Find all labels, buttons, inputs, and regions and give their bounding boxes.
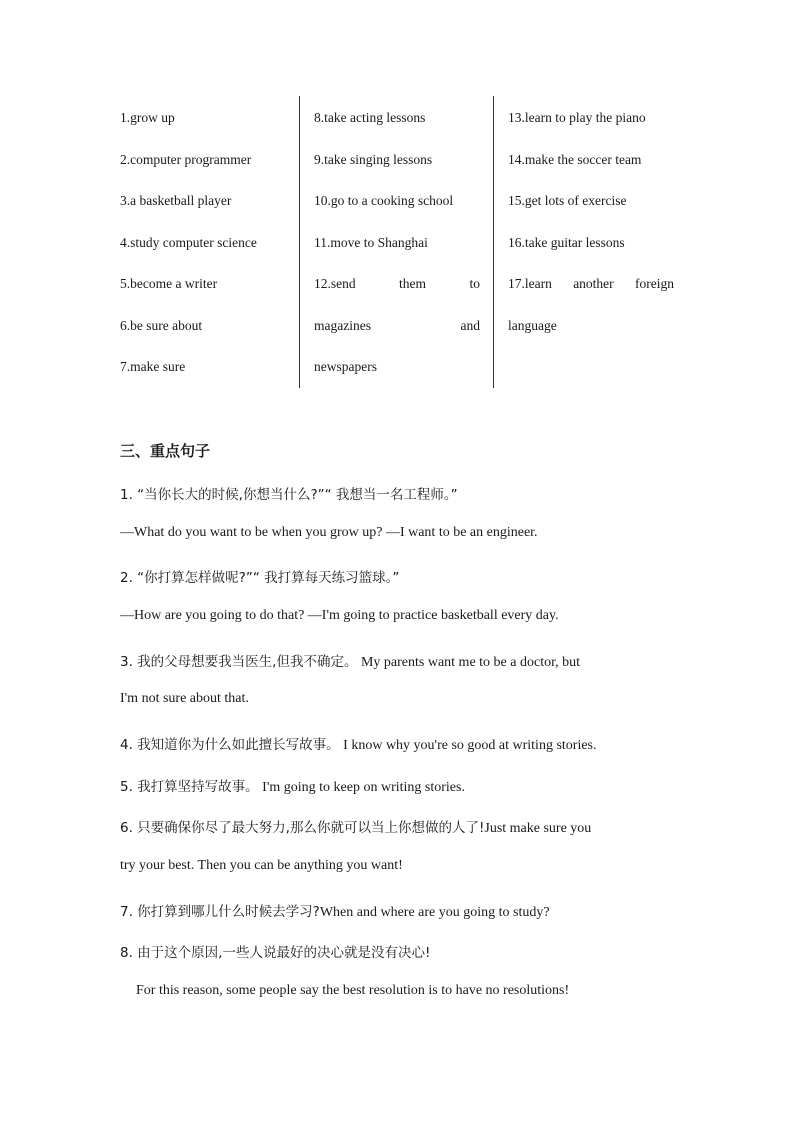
phrase-word: to — [469, 276, 480, 291]
phrase-item: 10.go to a cooking school — [314, 193, 454, 208]
sentence-zh: 3. 我的父母想要我当医生,但我不确定。 — [120, 654, 358, 670]
sentence-zh: 1. “当你长大的时候,你想当什么?”“ 我想当一名工程师。” — [120, 487, 458, 503]
sentence-6-continuation: try your best. Then you can be anything you want! — [120, 858, 403, 873]
phrase-word: another — [573, 276, 614, 291]
sentence-zh: 8. 由于这个原因,一些人说最好的决心就是没有决心! — [120, 945, 431, 961]
phrase-column-1 — [120, 96, 300, 388]
phrase-word: 12.send — [314, 276, 356, 291]
sentence-zh: 5. 我打算坚持写故事。 — [120, 779, 259, 795]
phrase-item: 8.take acting lessons — [314, 110, 426, 125]
phrase-item: 16.take guitar lessons — [508, 234, 625, 250]
sentence-7 — [120, 900, 676, 921]
sentence-1-english: —What do you want to be when you grow up? —I want to be an engineer. — [120, 525, 538, 540]
sentence-4 — [120, 733, 676, 754]
phrase-item-continuation: newspapers — [314, 359, 377, 374]
phrase-item-justified — [314, 304, 480, 346]
sentence-2-chinese — [120, 566, 676, 587]
sentence-zh: 2. “你打算怎样做呢?”“ 我打算每天练习篮球。” — [120, 570, 400, 586]
phrase-item: 4.study computer science — [120, 234, 257, 250]
sentence-en: When and where are you going to study? — [319, 905, 550, 920]
sentence-3 — [120, 650, 676, 671]
phrase-word: 17.learn — [508, 276, 552, 291]
phrase-item: 15.get lots of exercise — [508, 193, 627, 208]
phrase-word: magazines — [314, 317, 371, 333]
phrase-item: 1.grow up — [120, 110, 175, 125]
phrase-item: 5.become a writer — [120, 276, 218, 291]
phrase-item: 13.learn to play the piano — [508, 110, 646, 125]
sentence-zh: 4. 我知道你为什么如此擅长写故事。 — [120, 737, 340, 753]
phrase-item: 9.take singing lessons — [314, 151, 433, 167]
phrase-word: and — [460, 317, 480, 333]
phrase-table — [112, 96, 682, 388]
phrase-item-continuation: language — [508, 317, 557, 333]
sentence-zh: 7. 你打算到哪儿什么时候去学习? — [120, 904, 320, 920]
phrase-word: foreign — [635, 276, 674, 291]
phrase-item: 3.a basketball player — [120, 193, 232, 208]
sentence-3-continuation: I'm not sure about that. — [120, 691, 249, 706]
sentence-2-english: —How are you going to do that? —I'm going to practice basketball every day. — [120, 608, 559, 623]
phrase-column-2 — [314, 96, 480, 388]
phrase-item: 2.computer programmer — [120, 151, 252, 167]
sentence-en: I know why you're so good at writing stories. — [343, 738, 597, 753]
sentence-8-chinese — [120, 941, 676, 962]
sentence-6 — [120, 816, 676, 837]
phrase-item: 7.make sure — [120, 359, 186, 374]
phrase-item: 6.be sure about — [120, 317, 203, 333]
phrase-item: 14.make the soccer team — [508, 151, 642, 167]
phrase-word: them — [399, 276, 427, 291]
sentence-1-chinese — [120, 483, 676, 504]
sentence-en: Just make sure you — [484, 821, 592, 836]
sentence-8-english: For this reason, some people say the best resolution is to have no resolutions! — [136, 983, 570, 998]
sentence-5 — [120, 775, 676, 796]
phrase-item: 11.move to Shanghai — [314, 234, 428, 250]
phrase-column-3 — [508, 96, 674, 388]
sentence-en: I'm going to keep on writing stories. — [262, 780, 465, 795]
column-divider — [493, 96, 494, 388]
section-title: 三、重点句子 — [120, 442, 211, 460]
phrase-item-justified — [508, 262, 674, 304]
sentence-zh: 6. 只要确保你尽了最大努力,那么你就可以当上你想做的人了! — [120, 820, 485, 836]
phrase-item-justified — [314, 262, 480, 304]
sentence-en: My parents want me to be a doctor, but — [360, 655, 581, 670]
